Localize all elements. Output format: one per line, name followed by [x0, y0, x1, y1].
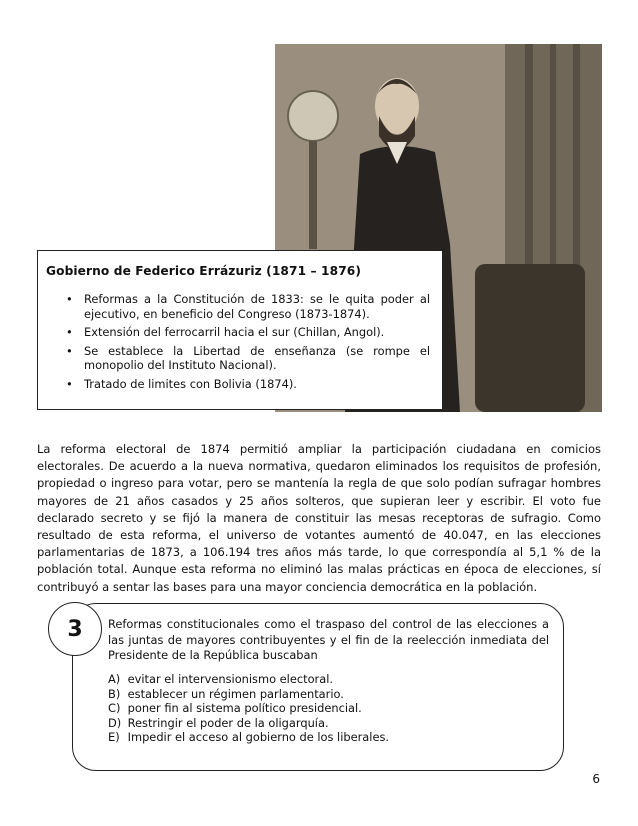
option-b: B) establecer un régimen parlamentario.	[108, 686, 344, 701]
answer-options	[108, 672, 548, 745]
bullet-icon: •	[66, 292, 73, 306]
bullet-icon: •	[66, 376, 73, 391]
option-c: C) poner fin al sistema político presidencial.	[108, 701, 362, 715]
info-box-title: Gobierno de Federico Errázuriz (1871 – 1876)	[46, 264, 362, 278]
list-item: • Se establece la Libertad de enseñanza (se rompe el monopolio del Instituto Nacional).	[66, 343, 430, 372]
bullet-icon: •	[66, 325, 73, 339]
option-e: E) Impedir el acceso al gobierno de los liberales.	[108, 730, 390, 744]
list-item: • Reformas a la Constitución de 1833: se le quita poder al ejecutivo, en beneficio del Congreso (1873-1874).	[66, 292, 430, 321]
page-number: 6	[592, 772, 600, 786]
option-d: D) Restringir el poder de la oligarquía.	[108, 715, 329, 730]
body-paragraph: La reforma electoral de 1874 permitió ampliar la participación ciudadana en comicios electorales. De acuerdo a la nueva normativa, quedaron eliminados los requisitos de profesión, propiedad o ingreso para votar, pero se mantenía la regla de que solo podían sufragar hombres mayores de 21 años casados y 25 años solteros, que supieran leer y escribir. El voto fue declarado secreto y se fijó la manera de constituir las mesas receptoras de sufragio. Como resultado de esta reforma, el universo de votantes aumentó de 40.047, en las elecciones parlamentarias de 1873, a 106.194 tres años más tarde, lo que correspondía al 5,1 % de la población total. Aunque esta reforma no eliminó las malas prácticas en época de elecciones, sí contribuyó a sentar las bases para una mayor conciencia democrática en la población.	[37, 442, 601, 594]
bullet-icon: •	[66, 343, 73, 358]
government-info-box	[37, 250, 443, 410]
reforms-list	[46, 292, 430, 391]
question-text: Reformas constitucionales como el traspaso del control de las elecciones a las juntas de mayores contribuyentes y el fin de la reelección inmediata del Presidente de la República buscaban	[108, 617, 549, 663]
question-number-badge: 3	[48, 602, 102, 656]
list-item: • Extensión del ferrocarril hacia el sur (Chillan, Angol).	[66, 325, 385, 339]
option-a: A) evitar el intervensionismo electoral.	[108, 672, 333, 686]
list-item: • Tratado de limites con Bolivia (1874).	[66, 376, 297, 391]
